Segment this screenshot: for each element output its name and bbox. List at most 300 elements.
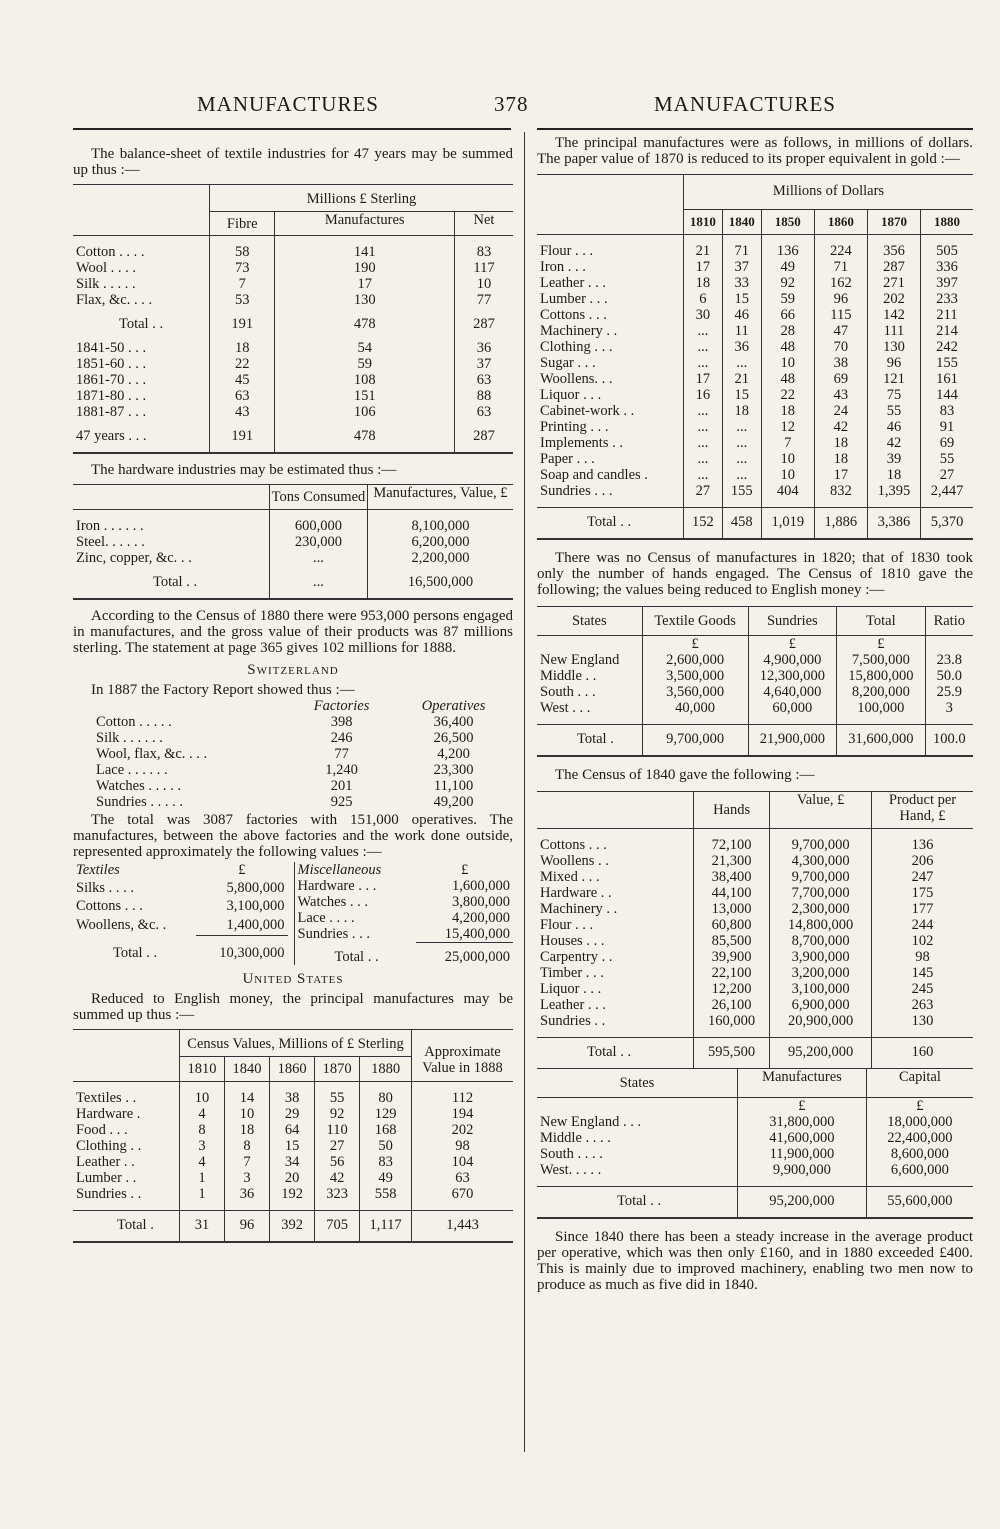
row-label: South . . . [540,684,596,700]
row-label: Cotton . . . . [76,244,145,260]
row-value: 4,900,000 [748,652,836,668]
pound-sign: £ [738,1098,867,1115]
table-row [537,419,973,435]
row-label: 1861-70 . . . [76,372,147,388]
row-value: 66 [761,307,814,323]
row-value: 10 [761,355,814,371]
swiss-values [73,862,513,965]
row-value: 98 [412,1138,514,1154]
row-label: Carpentry . . [540,949,613,965]
row-value: 6,200,000 [367,534,513,550]
row-value: 64 [270,1122,315,1138]
row-value: 27 [315,1138,360,1154]
row-label: 47 years . . . [76,428,147,444]
spacer-cell [722,530,761,539]
us-table [73,1029,513,1243]
table-row [537,853,973,869]
row-value: 36,400 [433,714,474,730]
row-value: 244 [872,917,974,933]
row-value: 191 [210,316,275,332]
spacer-row [537,499,973,508]
row-value: 91 [921,419,974,435]
row-value: 14,800,000 [770,917,872,933]
table-row [73,1170,513,1186]
textiles-pound: £ [238,862,246,878]
spacer-cell [866,1178,973,1187]
spacer-row [537,1178,973,1187]
row-value: 104 [412,1154,514,1170]
spacer-row [537,829,973,838]
row-value: ... [722,435,761,451]
list-item [73,898,288,916]
column-header: Sundries [748,607,836,636]
spacer-cell [270,1233,315,1242]
spacer-cell [925,747,973,756]
row-value: 70 [814,339,867,355]
spacer-cell [866,1209,973,1218]
row-label: Hardware . . [540,885,612,901]
row-label: 1871-80 . . . [76,388,147,404]
year-header: 1880 [921,210,974,235]
row-value: ... [684,403,723,419]
row-value: 21,900,000 [748,725,836,748]
header-rule-left [73,128,511,130]
row-value: 8,100,000 [367,518,513,534]
row-value: 18 [867,467,920,483]
spacer-cell [360,1233,412,1242]
row-value: 59 [761,291,814,307]
row-value: 112 [412,1090,514,1106]
row-value: 1,240 [325,762,358,778]
row-label: West . . . [540,700,591,716]
spacer-cell [537,1209,738,1218]
col-hands: Hands [694,792,770,829]
table-row [73,244,513,260]
row-value: 63 [454,404,513,420]
row-label: Sundries . . . . . [96,794,183,810]
spacer-row [73,510,513,519]
column-header: Ratio [925,607,973,636]
spacer-cell [73,1202,180,1211]
table-row [537,435,973,451]
row-value: 13,000 [694,901,770,917]
row-label: Timber . . . [540,965,604,981]
row-value: 60,000 [748,700,836,716]
spacer-cell [537,716,642,725]
spacer-row [537,1060,973,1068]
spacer-row [537,530,973,539]
year-header: 1850 [761,210,814,235]
row-value: 92 [315,1106,360,1122]
table-row [73,292,513,308]
row-label: Woollens, &c. . [76,916,167,933]
col-hw-value: Manufactures, Value, £ [367,485,513,510]
spacer-cell [694,829,770,838]
spacer-cell [73,510,270,519]
row-label: Total . [537,725,642,748]
row-value: 22 [761,387,814,403]
spacer-cell [537,530,684,539]
row-value: 33 [722,275,761,291]
row-value: 49,200 [433,794,474,810]
spacer-cell [270,510,368,519]
row-value: 161 [921,371,974,387]
spacer-cell [814,530,867,539]
col-fibre: Fibre [210,212,275,236]
row-value: 175 [872,885,974,901]
us-approx-header: Approximate Value in 1888 [412,1030,514,1082]
row-value: ... [684,355,723,371]
row-value: 41,600,000 [738,1130,867,1146]
table-row [537,403,973,419]
list-item [294,926,513,943]
row-value: 247 [872,869,974,885]
row-value: 10 [761,451,814,467]
spacer-row [73,332,513,340]
list-item [73,917,288,936]
row-value: 155 [722,483,761,499]
spacer-cell [367,590,513,599]
spacer-cell [275,420,455,428]
row-value: 18 [684,275,723,291]
spacer-cell [454,420,513,428]
row-label: Food . . . [76,1122,128,1138]
row-value: 7 [225,1154,270,1170]
row-label: Soap and candles . [540,467,648,483]
row-value: 26,500 [433,730,474,746]
row-value: 1,019 [761,508,814,531]
col-factories: Factories [313,698,370,714]
row-value: 25,000,000 [416,943,513,966]
row-label: 1841-50 . . . [76,340,147,356]
row-value: 15,800,000 [837,668,925,684]
row-value: 230,000 [270,534,368,550]
row-value: 23,300 [433,762,474,778]
spacer-cell [867,235,920,244]
row-value: 55,600,000 [866,1187,973,1210]
row-label: Flour . . . [540,243,594,259]
row-value: 15 [722,387,761,403]
row-value: 1,395 [867,483,920,499]
row-value: 4,640,000 [748,684,836,700]
spacer-cell [270,1082,315,1091]
row-value: 63 [412,1170,514,1186]
year-header: 1810 [684,210,723,235]
spacer-cell [73,332,210,340]
spacer-cell [210,332,275,340]
spacer-cell [367,566,513,574]
spacer-cell [275,236,455,245]
hardware-intro: The hardware industries may be estimated thus :— [91,462,397,478]
spacer-cell [73,308,210,316]
spacer-cell [412,1233,514,1242]
spacer-cell [837,716,925,725]
spacer-cell [73,420,210,428]
row-label: Leather . . . [540,275,607,291]
row-value: 108 [275,372,455,388]
spacer-row [73,308,513,316]
spacer-cell [837,747,925,756]
row-value: 18 [210,340,275,356]
running-head-left: MANUFACTURES [197,92,379,116]
row-value: 271 [867,275,920,291]
row-value: 96 [225,1211,270,1234]
row-value: 505 [921,243,974,259]
row-value: ... [684,451,723,467]
row-label: Clothing . . [76,1138,142,1154]
year-header: 1840 [722,210,761,235]
row-value: 3,560,000 [642,684,748,700]
table-row [73,1138,513,1154]
spacer-cell [454,308,513,316]
row-value: 50.0 [925,668,973,684]
row-value: 15 [722,291,761,307]
row-value: 9,700,000 [642,725,748,748]
table-row [73,404,513,420]
row-label: Total . . [334,948,379,965]
spacer-cell [225,1202,270,1211]
table-row [93,794,513,810]
pound-sign: £ [748,636,836,653]
row-value: 55 [867,403,920,419]
spacer-cell [73,1233,180,1242]
row-value: 18 [814,451,867,467]
spacer-cell [180,1202,225,1211]
row-label: Total . . [113,945,158,962]
row-label: Cotton . . . . . [96,714,172,730]
spacer-cell [921,530,974,539]
row-value: 24 [814,403,867,419]
row-label: Hardware . [76,1106,141,1122]
header-rule-right [537,128,973,130]
row-value: 11,900,000 [738,1146,867,1162]
row-value: 136 [872,837,974,853]
swiss-factory-table [93,698,513,810]
row-label: Sundries . . . [540,483,613,499]
row-value: 160 [872,1038,974,1061]
row-value: 392 [270,1211,315,1234]
row-value: 21,300 [694,853,770,869]
col-manufactures-cap: Manufactures [738,1069,867,1098]
row-value: 8,700,000 [770,933,872,949]
row-value: 233 [921,291,974,307]
table-row [537,668,973,684]
row-label: Printing . . . [540,419,609,435]
spacer-cell [360,1202,412,1211]
column-header: Total [837,607,925,636]
year-header: 1840 [225,1057,270,1082]
col-net: Net [454,212,513,236]
row-value: ... [684,467,723,483]
table-row [537,1146,973,1162]
column-divider [524,132,525,1452]
col-product-per-hand: Product per Hand, £ [872,792,974,829]
row-label: 1881-87 . . . [76,404,147,420]
row-label: Sugar . . . [540,355,596,371]
table-row [537,483,973,499]
table-row [537,243,973,259]
row-label: Total . . [537,508,684,531]
row-value: 191 [210,428,275,444]
spacer-cell [722,499,761,508]
year-header: 1810 [180,1057,225,1082]
row-value: 42 [867,435,920,451]
row-value: 48 [761,339,814,355]
row-value: 16 [684,387,723,403]
row-label: Lace . . . . . . [96,762,168,778]
row-value: 160,000 [694,1013,770,1029]
row-label: New England [540,652,620,668]
textile-group-header: Millions £ Sterling [210,185,514,212]
row-value: 95,200,000 [738,1187,867,1210]
table-row [73,260,513,276]
spacer-cell [367,510,513,519]
census-1810-paragraph: There was no Census of manufactures in 1820; that of 1830 took only the number of hands engaged. The Census of 1810 gave the following; the values being reduced to English money :— [537,550,973,598]
row-value: 38 [814,355,867,371]
row-value: 49 [761,259,814,275]
row-value: 925 [330,794,353,810]
pound-sign: £ [837,636,925,653]
table-row [93,730,513,746]
spacer-cell [748,716,836,725]
spacer-cell [180,1082,225,1091]
spacer-cell [921,235,974,244]
row-label: Total . . [537,1187,738,1210]
misc-head: Miscellaneous [297,862,382,878]
spacer-row [537,1029,973,1038]
row-value: 39 [867,451,920,467]
row-value: ... [684,419,723,435]
row-value: 17 [275,276,455,292]
row-label: Total . . [119,316,164,332]
closing-paragraph: Since 1840 there has been a steady increase in the average product per operative, which was then only £160, and in 1880 exceeded £400. This is mainly due to improved machinery, enabling two men now to produce as much as five did in 1840. [537,1229,973,1293]
row-value: 2,600,000 [642,652,748,668]
row-value: 206 [872,853,974,869]
row-value: 10 [180,1090,225,1106]
spacer-cell [537,499,684,508]
table-row [537,451,973,467]
row-label: Wool . . . . [76,260,137,276]
textile-intro: The balance-sheet of textile industries for 47 years may be summed up thus :— [73,146,513,178]
capital-table [537,1068,973,1219]
row-value: 17 [684,259,723,275]
spacer-cell [412,1202,514,1211]
row-value: 3 [225,1170,270,1186]
row-label: Flax, &c. . . . [76,292,153,308]
row-label: Leather . . . [540,997,607,1013]
spacer-cell [872,1029,974,1038]
table-row [537,387,973,403]
row-value: 600,000 [270,518,368,534]
spacer-cell [642,747,748,756]
row-value: 201 [330,778,353,794]
spacer-cell [454,236,513,245]
row-value: 3 [180,1138,225,1154]
row-value: 142 [867,307,920,323]
row-value: 6,900,000 [770,997,872,1013]
row-value: 38,400 [694,869,770,885]
row-value: 83 [360,1154,412,1170]
spacer-row [73,1082,513,1091]
row-value: 3 [925,700,973,716]
row-value: 18 [722,403,761,419]
spacer-cell [180,1233,225,1242]
spacer-cell [537,1060,694,1068]
spacer-cell [454,444,513,453]
row-label: Sundries . . [76,1186,142,1202]
table-row [537,965,973,981]
row-value: ... [684,339,723,355]
list-item [294,894,513,910]
total-row [537,1187,973,1210]
dollars-group-header: Millions of Dollars [684,175,974,210]
textile-table [73,184,513,454]
spacer-cell [412,1082,514,1091]
row-value: 17 [684,371,723,387]
row-value: 75 [867,387,920,403]
row-value: 27 [684,483,723,499]
row-value: 110 [315,1122,360,1138]
row-value: 7 [210,276,275,292]
row-value: 88 [454,388,513,404]
total-row [537,1038,973,1061]
row-value: 1,443 [412,1211,514,1234]
spacer-cell [925,636,973,653]
row-label: Flour . . . [540,917,594,933]
row-value: 152 [684,508,723,531]
total-row [73,935,288,965]
swiss-total-paragraph: The total was 3087 factories with 151,000 operatives. The manufactures, between the above factories and the work done outside, represented approximately the following values :— [73,812,513,860]
row-value: 10 [761,467,814,483]
row-value: 38 [270,1090,315,1106]
table-row [537,275,973,291]
spacer-row [73,1233,513,1242]
spacer-cell [210,420,275,428]
row-value: 36 [454,340,513,356]
row-value: 50 [360,1138,412,1154]
row-value: 3,800,000 [452,894,510,910]
row-value: 34 [270,1154,315,1170]
row-label: Machinery . . [540,323,618,339]
row-value: 22,100 [694,965,770,981]
row-value: 58 [210,244,275,260]
row-value: 202 [867,291,920,307]
row-value: 12 [761,419,814,435]
total-row [537,725,973,748]
row-label: Cabinet-work . . [540,403,635,419]
spacer-cell [684,530,723,539]
row-label: Silk . . . . . [76,276,136,292]
total-row [537,508,973,531]
table-row [73,372,513,388]
row-value: ... [684,323,723,339]
table-row [537,371,973,387]
row-label: Cottons . . . [76,898,143,915]
pound-sign: £ [642,636,748,653]
row-value: 3,900,000 [770,949,872,965]
row-label: Lumber . . . [540,291,608,307]
row-value: 4,300,000 [770,853,872,869]
list-item [294,910,513,926]
spacer-cell [867,530,920,539]
row-value: 20 [270,1170,315,1186]
row-value: 15 [270,1138,315,1154]
row-value: 6 [684,291,723,307]
table-row [537,467,973,483]
swiss-misc-table [294,862,514,965]
row-value: 12,200 [694,981,770,997]
row-value: 60,800 [694,917,770,933]
